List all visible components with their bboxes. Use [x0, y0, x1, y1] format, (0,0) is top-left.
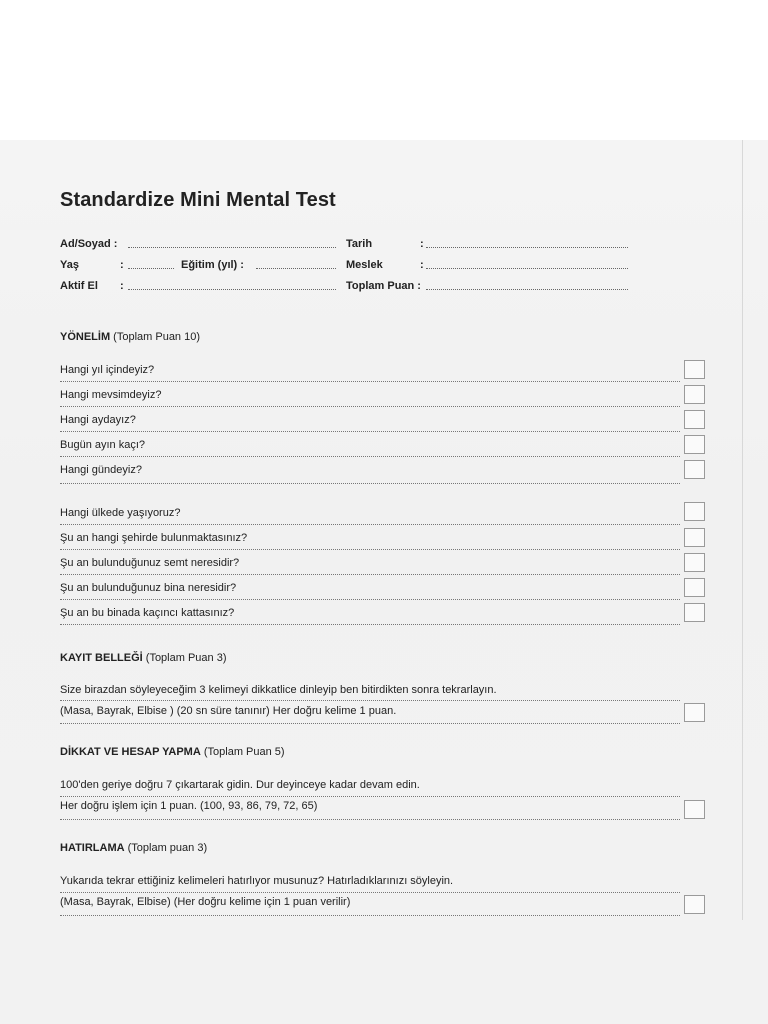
meslek-label: Meslek: [346, 259, 383, 271]
kayit-section-title: [60, 652, 226, 664]
score-box[interactable]: [684, 435, 705, 454]
score-box[interactable]: [684, 703, 705, 722]
question-rule: [60, 623, 680, 625]
yonelim-section-title: [60, 331, 200, 343]
question-rule: [60, 405, 680, 407]
question-rule: [60, 380, 680, 382]
question-gun-kaci: Bugün ayın kaçı?: [60, 439, 146, 451]
score-box[interactable]: [684, 603, 705, 622]
meslek-field[interactable]: [426, 267, 628, 269]
toplam-puan-label: Toplam Puan :: [346, 280, 421, 292]
score-box[interactable]: [684, 553, 705, 572]
score-box[interactable]: [684, 410, 705, 429]
score-box[interactable]: [684, 800, 705, 819]
yonelim-title-bold: YÖNELİM: [60, 331, 111, 343]
aktif-el-label: Aktif El: [60, 280, 98, 292]
dikkat-title-rest: (Toplam Puan 5): [200, 746, 285, 758]
question-kat: Şu an bu binada kaçıncı kattasınız?: [60, 607, 235, 619]
score-box[interactable]: [684, 578, 705, 597]
question-rule: [60, 523, 680, 525]
instruction-rule: [60, 722, 680, 724]
instruction-rule: [60, 699, 680, 701]
score-box[interactable]: [684, 895, 705, 914]
question-mevsim: Hangi mevsimdeyiz?: [60, 389, 162, 401]
score-box[interactable]: [684, 502, 705, 521]
question-ulke: Hangi ülkede yaşıyoruz?: [60, 507, 181, 519]
dikkat-section-title: [60, 746, 285, 758]
tarih-colon: :: [420, 238, 424, 250]
tarih-label: Tarih: [346, 238, 373, 250]
ad-soyad-label: Ad/Soyad :: [60, 238, 118, 250]
aktif-el-field[interactable]: [128, 288, 336, 290]
hatirlama-title-rest: (Toplam puan 3): [124, 842, 208, 854]
hatirlama-instruction: Yukarıda tekrar ettiğiniz kelimeleri hatırlıyor musunuz? Hatırladıklarınızı söyleyin.: [60, 875, 454, 887]
ad-soyad-field[interactable]: [128, 246, 336, 248]
aktif-el-colon: :: [120, 280, 124, 292]
question-rule: [60, 455, 680, 457]
yas-field[interactable]: [128, 267, 174, 269]
page-title: Standardize Mini Mental Test: [60, 189, 336, 211]
yonelim-title-rest: (Toplam Puan 10): [110, 331, 201, 343]
question-bina: Şu an bulunduğunuz bina neresidir?: [60, 582, 237, 594]
kayit-title-bold: KAYIT BELLEĞİ: [60, 652, 143, 664]
kayit-instruction: Size birazdan söyleyeceğim 3 kelimeyi dikkatlice dinleyip ben bitirdikten sonra tekrarlayın.: [60, 684, 497, 696]
question-yil: Hangi yıl içindeyiz?: [60, 364, 155, 376]
yas-colon: :: [120, 259, 124, 271]
egitim-label: Eğitim (yıl) :: [181, 259, 244, 271]
score-box[interactable]: [684, 528, 705, 547]
question-rule: [60, 482, 680, 484]
dikkat-scoring: Her doğru işlem için 1 puan. (100, 93, 86, 79, 72, 65): [60, 800, 318, 812]
question-semt: Şu an bulunduğunuz semt neresidir?: [60, 557, 240, 569]
dikkat-title-bold: DİKKAT VE HESAP YAPMA: [60, 746, 201, 758]
egitim-field[interactable]: [256, 267, 336, 269]
instruction-rule: [60, 914, 680, 916]
question-rule: [60, 598, 680, 600]
hatirlama-scoring: (Masa, Bayrak, Elbise) (Her doğru kelime için 1 puan verilir): [60, 896, 351, 908]
score-box[interactable]: [684, 385, 705, 404]
instruction-rule: [60, 818, 680, 820]
hatirlama-title-bold: HATIRLAMA: [60, 842, 125, 854]
question-rule: [60, 573, 680, 575]
score-box[interactable]: [684, 460, 705, 479]
question-rule: [60, 548, 680, 550]
paper-edge: [742, 140, 743, 920]
kayit-title-rest: (Toplam Puan 3): [142, 652, 227, 664]
meslek-colon: :: [420, 259, 424, 271]
question-ay: Hangi aydayız?: [60, 414, 136, 426]
instruction-rule: [60, 795, 680, 797]
hatirlama-section-title: [60, 842, 207, 854]
score-box[interactable]: [684, 360, 705, 379]
dikkat-instruction: 100'den geriye doğru 7 çıkartarak gidin. Dur deyinceye kadar devam edin.: [60, 779, 420, 791]
question-rule: [60, 430, 680, 432]
question-sehir: Şu an hangi şehirde bulunmaktasınız?: [60, 532, 248, 544]
question-gun: Hangi gündeyiz?: [60, 464, 142, 476]
tarih-field[interactable]: [426, 246, 628, 248]
instruction-rule: [60, 891, 680, 893]
yas-label: Yaş: [60, 259, 79, 271]
kayit-scoring: (Masa, Bayrak, Elbise ) (20 sn süre tanınır) Her doğru kelime 1 puan.: [60, 705, 397, 717]
toplam-puan-field[interactable]: [426, 288, 628, 290]
